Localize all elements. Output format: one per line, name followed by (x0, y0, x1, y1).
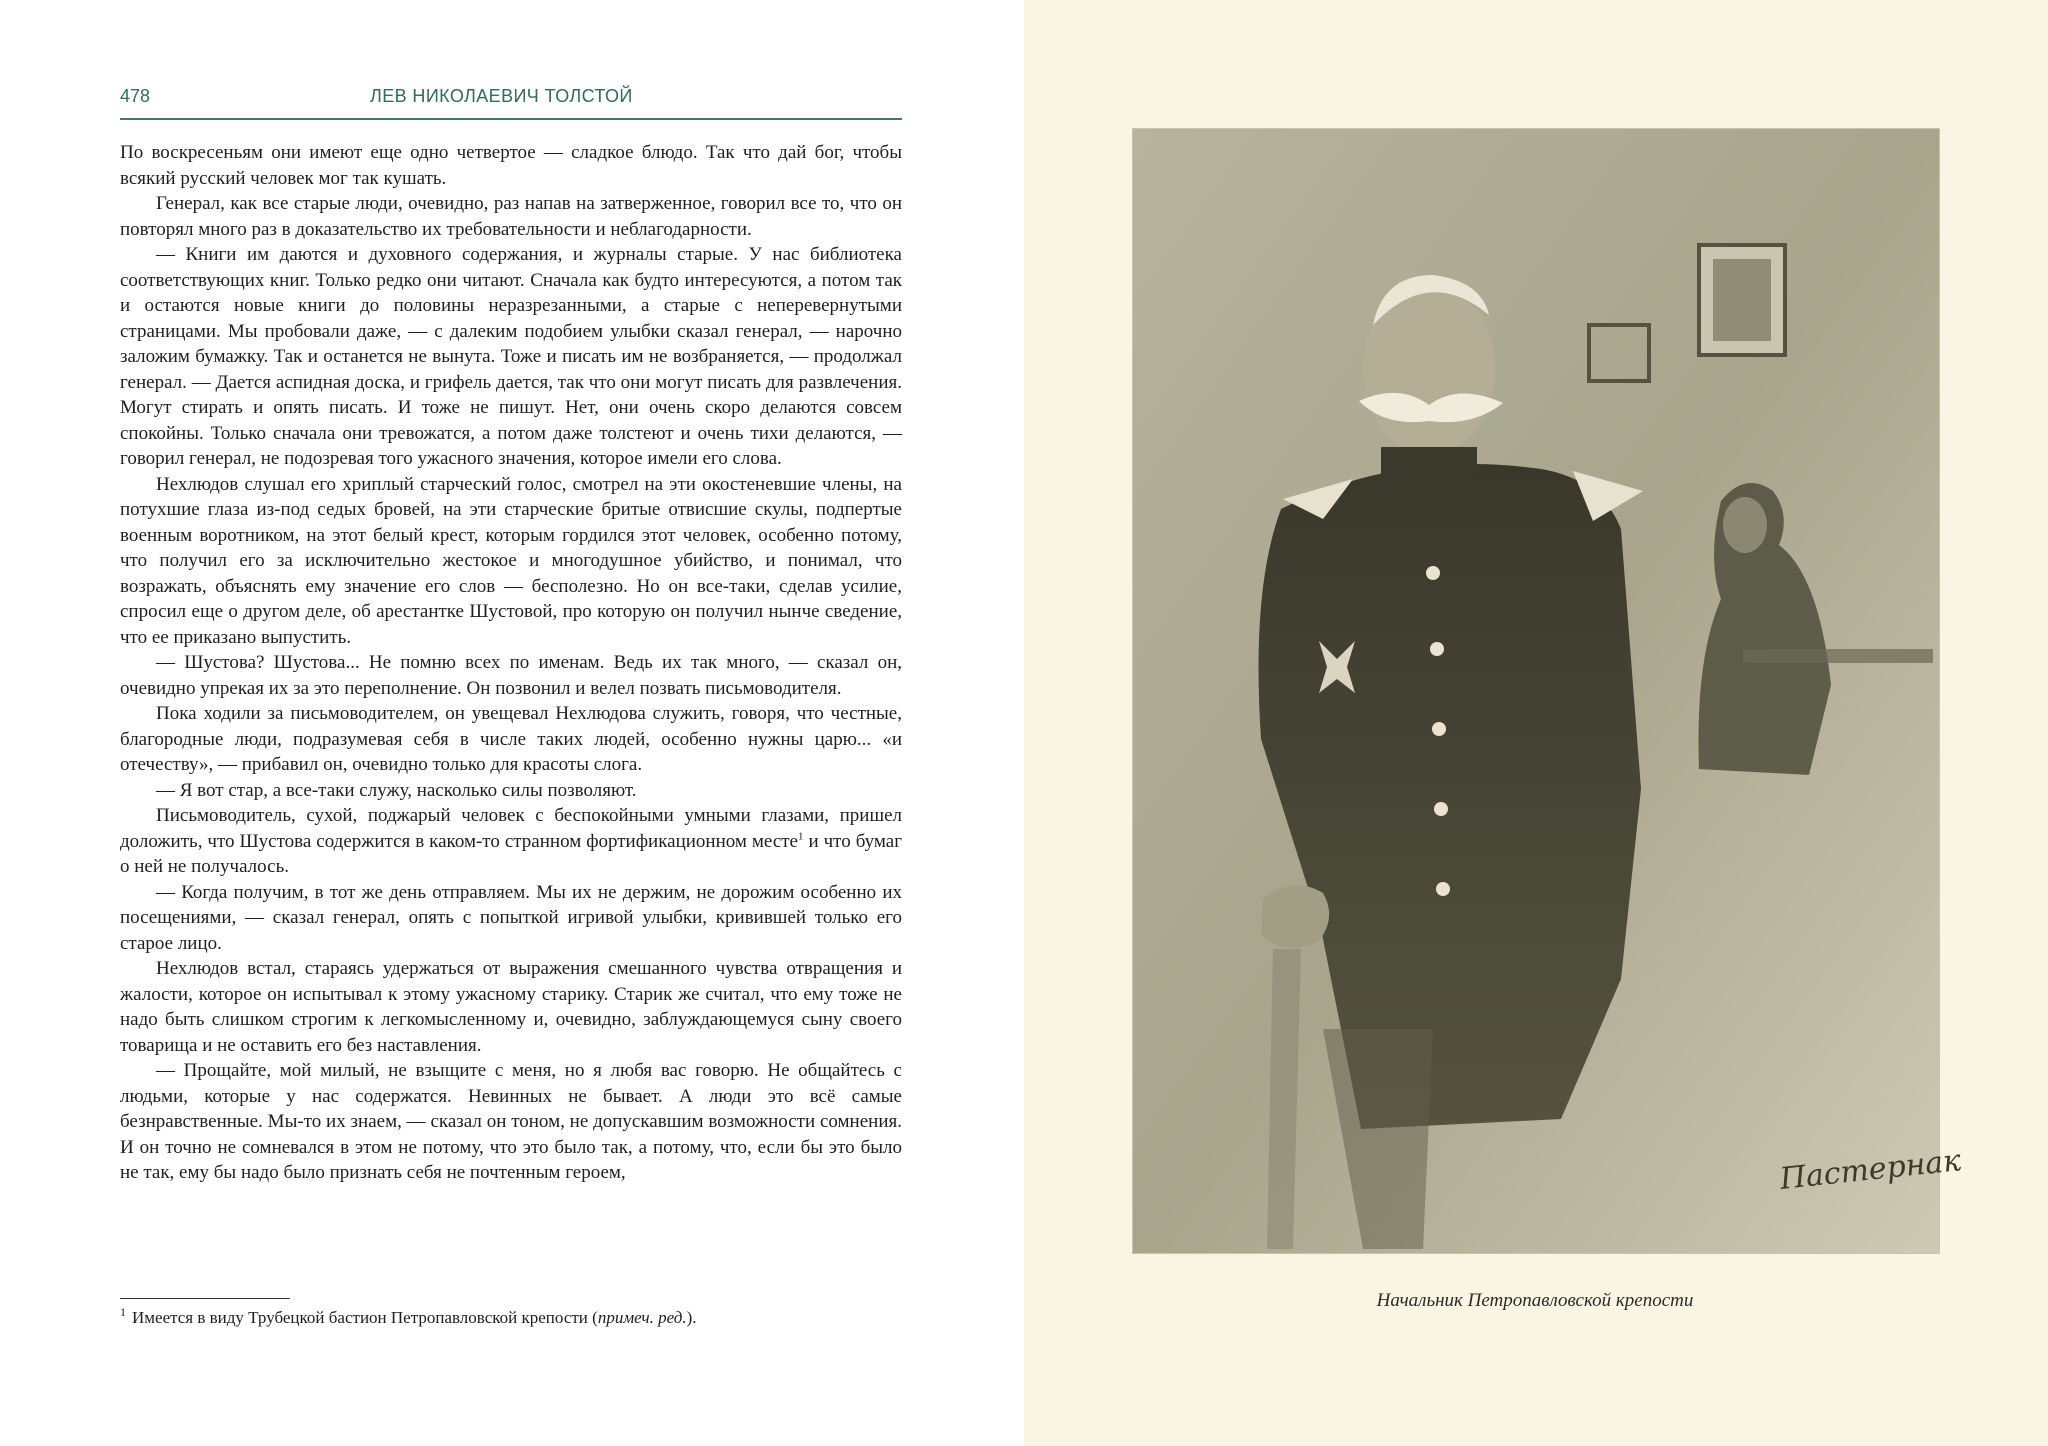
general-hand (1261, 885, 1329, 947)
footnote-text: Имеется в виду Трубецкой бастион Петропавловской крепости ( (132, 1308, 598, 1327)
paragraph-with-footnote (120, 803, 902, 880)
coat-button (1434, 802, 1448, 816)
illustration-caption: Начальник Петропавловской крепости (1376, 1290, 1694, 1311)
paragraph-text: Письмоводитель, сухой, поджарый человек с беспокойными умными глазами, пришел доложить, что Шустова содержится в каком-то странном фортификационном месте (120, 805, 902, 852)
footnote-close: ). (686, 1308, 697, 1327)
paragraph: Нехлюдов встал, стараясь удержаться от выражения смешанного чувства отвращения и жалости, которое он испытывал к этому ужасному старику. Старик же считал, что ему тоже не надо быть слишком строгим к легкомысленному и, очевидно, заблуждающемуся сыну своего товарища и не оставить его без наставления. (120, 958, 902, 1056)
coat-button (1430, 642, 1444, 656)
sketch-drawing (1133, 129, 1963, 1253)
footnote-italic: примеч. ред. (597, 1308, 687, 1327)
paragraph: По воскресеньям они имеют еще одно четвертое — сладкое блюдо. Так что дай бог, чтобы всякий русский человек мог так кушать. (120, 142, 902, 189)
collar (1381, 447, 1477, 479)
page-number: 478 (120, 86, 151, 106)
paragraph: — Книги им даются и духовного содержания, и журналы старые. У нас библиотека соответствующих книг. Только редко они читают. Сначала как будто интересуются, а потом так и остаются новые книги до половины неразрезанными, а старые с неперевернутыми страницами. Мы пробовали даже, — с далеким подобием улыбки сказал генерал, — нарочно заложим бумажку. Так и останется не вынута. Тоже и писать им не возбраняется, — продолжал генерал. — Дается аспидная доска, и грифель дается, так что они могут писать для развлечения. Могут стирать и опять писать. И тоже не пишут. Нет, они очень скоро делаются совсем спокойны. Только сначала они тревожатся, а потом даже толстеют и очень тихи делаются, — говорил генерал, не подозревая того ужасного значения, которое имели его слова. (120, 244, 902, 469)
coat-button (1432, 722, 1446, 736)
body-text (120, 140, 902, 1186)
paragraph: — Шустова? Шустова... Не помню всех по именам. Ведь их так много, — сказал он, очевидно упрекая их за это переполнение. Он позвонил и велел позвать письмоводителя. (120, 652, 902, 699)
artist-signature: Пастернак (1778, 1143, 1963, 1197)
running-title: ЛЕВ НИКОЛАЕВИЧ ТОЛСТОЙ (370, 86, 633, 106)
desk (1743, 649, 1933, 663)
paragraph: — Я вот стар, а все-таки служу, насколько силы позволяют. (156, 779, 637, 801)
footnote (120, 1307, 902, 1329)
paragraph: Генерал, как все старые люди, очевидно, раз напав на затверженное, говорил все то, что он повторял много раз в доказательство их требовательности и неблагодарности. (120, 193, 902, 240)
paragraph-text-tail: и что бумаг о ней не получалось. (120, 830, 903, 877)
coat-button (1426, 566, 1440, 580)
paragraph: Нехлюдов слушал его хриплый старческий голос, смотрел на эти окостеневшие члены, на потухшие глаза из-под седых бровей, на эти старческие бритые отвисшие скулы, подпертые военным воротником, на этот белый крест, которым гордился этот человек, особенно потому, что получил его за исключительно жестокое и многодушное убийство, и понимал, что возражать, объяснять ему значение его слов — бесполезно. Но он все-таки, сделав усилие, спросил еще о другом деле, об арестантке Шустовой, про которую он получил нынче сведение, что ее приказано выпустить. (120, 473, 902, 648)
footnote-reference[interactable]: 1 (798, 830, 804, 843)
running-head (120, 84, 902, 120)
illustration-general-portrait (1132, 128, 1963, 1254)
seated-figure-head (1723, 497, 1767, 553)
coat-button (1436, 882, 1450, 896)
paragraph: — Прощайте, мой милый, не взыщите с меня, но я любя вас говорю. Не общайтесь с людьми, которые у нас содержатся. Невинных не бывает. А люди это всё самые безнравственные. Мы-то их знаем, — сказал он тоном, не допускавшим возможности сомнения. И он точно не сомневался в этом не потому, что это было так, а потому, что, если бы это было не так, ему бы надо было признать себя не почтенным героем, (120, 1060, 902, 1183)
paragraph: Пока ходили за письмоводителем, он увещевал Нехлюдова служить, говоря, что честные, благородные люди, подразумевая себя в числе таких людей, особенно нужны царю... «и отечеству», — прибавил он, очевидно только для красоты слога. (120, 703, 902, 775)
footnote-mark: 1 (120, 1305, 126, 1320)
footnote-rule (120, 1298, 290, 1299)
wall-picture (1713, 259, 1771, 341)
paragraph: — Когда получим, в тот же день отправляем. Мы их не держим, не дорожим особенно их посещениями, — сказал генерал, опять с попыткой игривой улыбки, кривившей только его старое лицо. (120, 881, 902, 954)
